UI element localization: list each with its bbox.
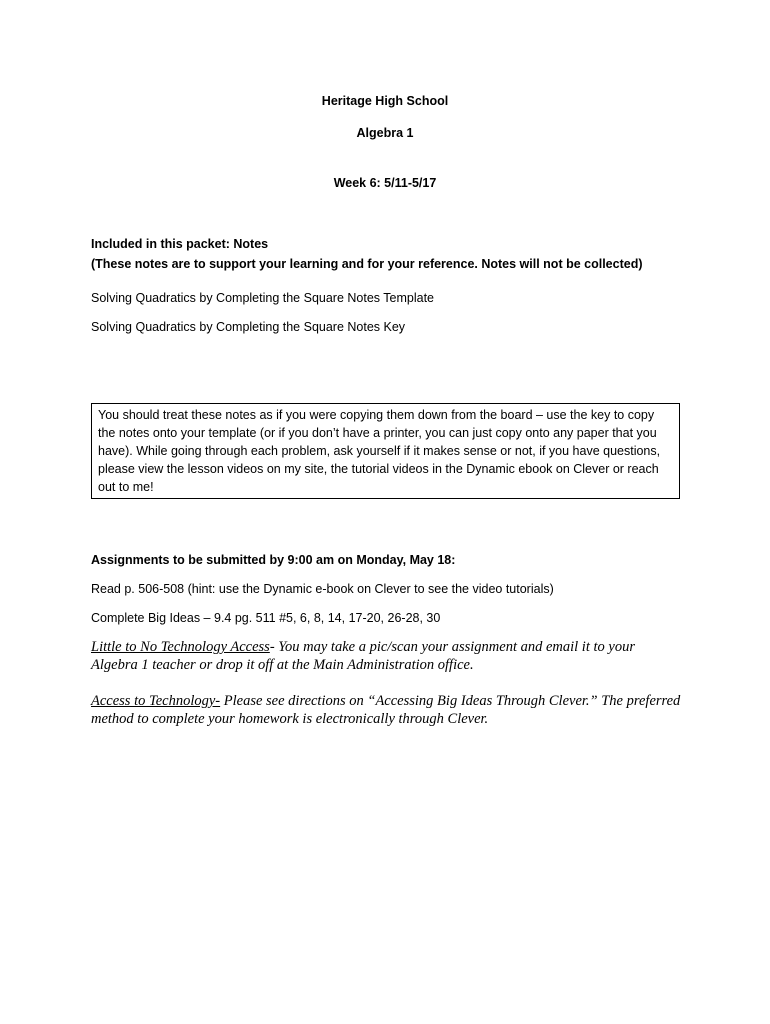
tech-access [91, 692, 681, 728]
little-tech-access-label: Little to No Technology Access [91, 639, 270, 655]
assignments-heading: Assignments to be submitted by 9:00 am on Monday, May 18: [91, 553, 456, 567]
week-range: Week 6: 5/11-5/17 [333, 176, 437, 190]
tech-access-text: Please see directions on “Accessing Big Ideas Through Clever.” The preferred method to complete your homework is electronically through Clever. [91, 693, 681, 728]
little-tech-access-text: - You may take a pic/scan your assignment and email it to your Algebra 1 teacher or drop it off at the Main Administration office. [91, 639, 635, 674]
little-tech-access [91, 638, 681, 674]
tech-access-label: Access to Technology- [91, 693, 221, 709]
course-title: Algebra 1 [356, 126, 414, 140]
packet-item-template: Solving Quadratics by Completing the Square Notes Template [91, 291, 435, 305]
packet-item-key: Solving Quadratics by Completing the Square Notes Key [91, 320, 406, 334]
assignment-read: Read p. 506-508 (hint: use the Dynamic e-book on Clever to see the video tutorials) [91, 582, 554, 596]
notes-instructions-text: You should treat these notes as if you were copying them down from the board – use the key to copy the notes onto your template (or if you don’t have a printer, you can just copy onto any paper that you have). While going through each problem, ask yourself if it makes sense or not, if you have questions, please view the lesson videos on my site, the tutorial videos in the Dynamic ebook on Clever or reach out to me! [98, 408, 661, 494]
assignment-complete: Complete Big Ideas – 9.4 pg. 511 #5, 6, 8, 14, 17-20, 26-28, 30 [91, 611, 441, 625]
notes-instructions-box [91, 403, 680, 499]
school-name: Heritage High School [321, 94, 449, 108]
packet-note: (These notes are to support your learning and for your reference. Notes will not be collected) [91, 257, 643, 271]
packet-included-label: Included in this packet: Notes [91, 237, 269, 251]
